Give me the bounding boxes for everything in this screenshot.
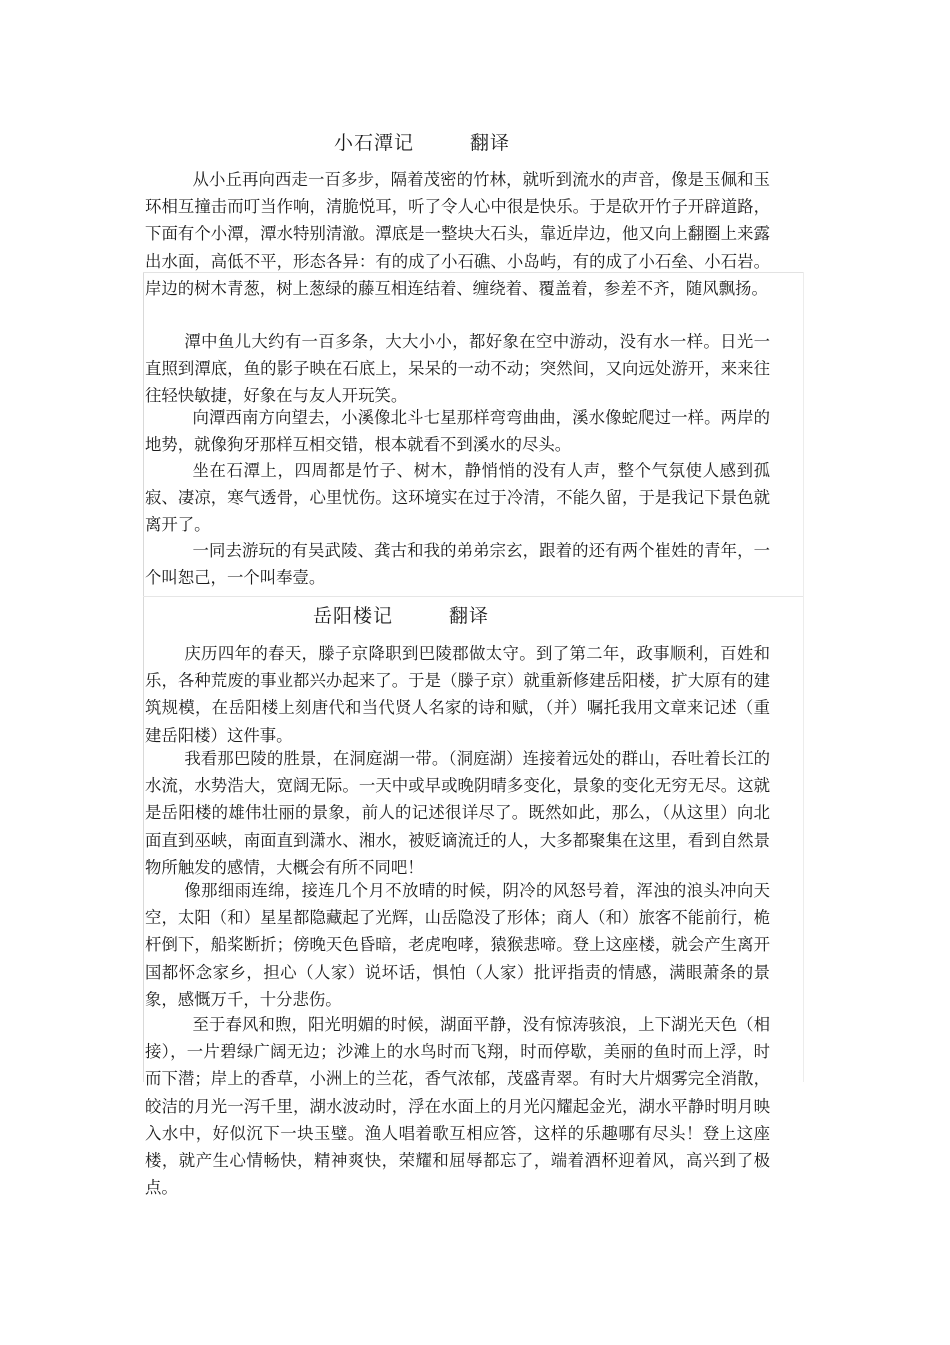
section-title-text: 岳阳楼记 [313,605,394,627]
paragraph: 向潭西南方向望去，小溪像北斗七星那样弯弯曲曲，溪水像蛇爬过一样。两岸的地势，就像狗牙那样互相交错，根本就看不到溪水的尽头。 [145,408,770,455]
frame-divider [143,596,803,597]
section-subtitle-text: 翻译 [470,132,511,154]
paragraph: 至于春风和煦，阳光明媚的时候，湖面平静，没有惊涛骇浪，上下湖光天色（相接），一片碧绿广阔无边；沙滩上的水鸟时而飞翔，时而停歇，美丽的鱼时而上浮，时而下潜；岸上的香草，小洲上的兰花，香气浓郁，茂盛青翠。有时大片烟雾完全消散，皎洁的月光一泻千里，湖水波动时，浮在水面上的月光闪耀起金光，湖水平静时明月映入水中，好似沉下一块玉璧。渔人唱着歌互相应答，这样的乐趣哪有尽头！登上这座楼，就产生心情畅快，精神爽快，荣耀和屈辱都忘了，端着酒杯迎着风，高兴到了极点。 [145,1015,770,1198]
frame-right-border [803,272,804,1082]
paragraph: 庆历四年的春天，滕子京降职到巴陵郡做太守。到了第二年，政事顺利，百姓和乐，各种荒废的事业都兴办起来了。于是（滕子京）就重新修建岳阳楼，扩大原有的建筑规模，在岳阳楼上刻唐代和当代贤人名家的诗和赋，（并）嘱托我用文章来记述（重建岳阳楼）这件事。 [145,644,770,745]
paragraph: 一同去游玩的有吴武陵、龚古和我的弟弟宗玄，跟着的还有两个崔姓的青年，一个叫恕己，一个叫奉壹。 [145,541,770,588]
paragraph: 我看那巴陵的胜景，在洞庭湖一带。（洞庭湖）连接着远处的群山，吞吐着长江的水流，水势浩大，宽阔无际。一天中或早或晚阴晴多变化，景象的变化无穷无尽。这就是岳阳楼的雄伟壮丽的景象，前人的记述很详尽了。既然如此，那么，（从这里）向北面直到巫峡，南面直到潇水、湘水，被贬谪流迁的人，大多都聚集在这里，看到自然景物所触发的感情，大概会有所不同吧！ [145,749,770,877]
paragraph: 从小丘再向西走一百多步，隔着茂密的竹林，就听到流水的声音，像是玉佩和玉环相互撞击而叮当作响，清脆悦耳，听了令人心中很是快乐。于是砍开竹子开辟道路，下面有个小潭，潭水特别清澈。潭底是一整块大石头，靠近岸边，他又向上翻圈上来露出水面，高低不平，形态各异：有的成了小石礁、小岛屿，有的成了小石垒、小石岩。岸边的树木青葱，树上葱绿的藤互相连结着、缠绕着、覆盖着，参差不齐，随风飘扬。 [145,170,770,298]
section-subtitle-text: 翻译 [449,605,490,627]
frame-left-border [143,272,144,1082]
paragraph: 潭中鱼儿大约有一百多条，大大小小，都好象在空中游动，没有水一样。日光一直照到潭底，鱼的影子映在石底上，呆呆的一动不动；突然间，又向远处游开，来来往往轻快敏捷，好象在与友人开玩笑。 [145,332,770,406]
paragraph: 像那细雨连绵，接连几个月不放晴的时候，阴冷的风怒号着，浑浊的浪头冲向天空，太阳（和）星星都隐藏起了光辉，山岳隐没了形体；商人（和）旅客不能前行，桅杆倒下，船桨断折；傍晚天色昏暗，老虎咆哮，猿猴悲啼。登上这座楼，就会产生离开国都怀念家乡，担心（人家）说坏话，惧怕（人家）批评指责的情感，满眼萧条的景象，感慨万千，十分悲伤。 [145,881,770,1009]
section-title-text: 小石潭记 [334,132,415,154]
paragraph: 坐在石潭上，四周都是竹子、树木，静悄悄的没有人声，整个气氛使人感到孤寂、凄凉，寒气透骨，心里忧伤。这环境实在过于冷清，不能久留，于是我记下景色就离开了。 [145,461,770,535]
section-title-xiaoshitan [334,128,510,155]
section-title-yueyanglou [313,601,489,628]
